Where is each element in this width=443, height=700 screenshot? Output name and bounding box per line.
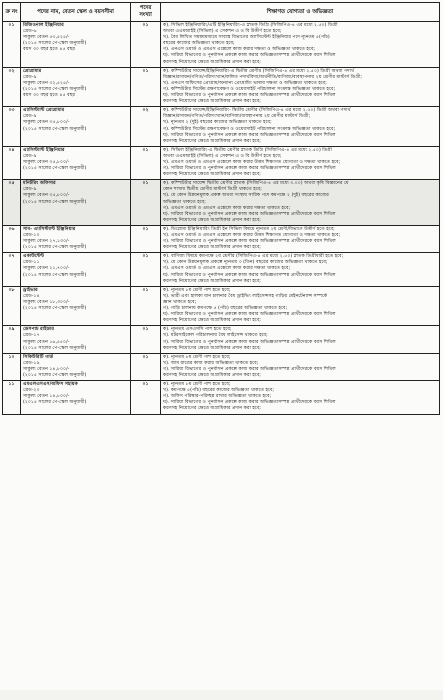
position-title: এমএলএসএস/অফিস সহায়ক xyxy=(23,382,78,388)
position-cell xyxy=(21,353,131,380)
requirement-line: খ). কমপক্ষে ৫(পাঁচ) বছরের কাজের অভিজ্ঞতা থাকতে হবে; xyxy=(163,388,274,394)
row-serial: ০৫ xyxy=(3,180,21,226)
requirement-line: খ). জাম রাত্রের কাজ করার অভিজ্ঞতা থাকতে হবে; xyxy=(163,360,259,366)
requirements-cell xyxy=(161,107,440,147)
requirement-line: ক). কম্পিউটার সায়েন্স দ্বিতীয় শ্রেণীর স্নাতক (সিজিপিএ-৪ এর মধ্যে ৩.০০) অথবা কৃষি বিজ্ঞানের যে xyxy=(163,181,349,187)
requirement-line: গ). সারিয়া বিভাগের ও পুনর্বাসন প্রকল্পে কাজ করার অভিজ্ঞতাসম্পন্ন প্রার্থীদেরকে বয়স শিথিল xyxy=(163,339,336,345)
table-row xyxy=(3,353,440,380)
requirement-line: বছরের কাজের অভিজ্ঞতা থাকতে হবে; xyxy=(163,41,235,47)
requirement-line: ক). কম্পিউটার সায়েন্স/ইঞ্জিনিয়ারিং- দ্বিতীয় শ্রেণীর (সিজিপিএ-৪ এর মধ্যে ২.৫০) ডিগ্রী অথবা পদার্থ xyxy=(163,108,351,114)
table-row xyxy=(3,67,440,107)
position-detail: সাকুল্য বেতন ২৭,১৩০/- xyxy=(23,239,70,245)
requirement-line: খ). মটরসাইকেল পরিচালনায় বৈধ লাইসেন্স থাকতে হবে; xyxy=(163,333,268,339)
position-title: সাব- এ্যাসিস্ট্যান্ট ইঞ্জিনিয়ার xyxy=(23,226,76,232)
table-row xyxy=(3,146,440,179)
position-detail: সাকুল্য বেতন ১৮,৩০০/- xyxy=(23,299,70,305)
requirement-line: করণসহ নিয়োগের ক্ষেত্রে অগ্রাধিকার প্রদান করা হবে; xyxy=(163,172,261,178)
position-detail: (২০১৫ সালের পে-স্কেল অনুযায়ী) xyxy=(23,199,87,205)
post-count: ০২ xyxy=(131,107,161,147)
requirement-line: গ). এমএস ওয়ার্ড ও এমএস এক্সেলে কাজ করার দক্ষতা থাকতে হবে; xyxy=(163,205,291,211)
row-serial: ০৯ xyxy=(3,326,21,353)
position-detail: (২০১৫ সালের পে-স্কেল অনুযায়ী) xyxy=(23,345,87,351)
position-cell xyxy=(21,67,131,107)
requirement-line: করণসহ নিয়োগের ক্ষেত্রে অগ্রাধিকার প্রদান করা হবে; xyxy=(163,278,261,284)
position-title: সিকিউরিটি গার্ড xyxy=(23,354,54,360)
requirement-line: ক). ন্যূনতম ৮ম শ্রেণী পাশ হতে হবে; xyxy=(163,287,231,293)
requirements-cell xyxy=(161,67,440,107)
header-count: পদের সংখ্যা xyxy=(131,3,161,22)
requirement-line: ঘ). সারিয়া বিভাগের ও পুনর্বাসন প্রকল্পে কাজ করার অভিজ্ঞতাসম্পন্ন প্রার্থীদেরকে বয়স শিথিল xyxy=(163,93,336,99)
row-serial: ০৬ xyxy=(3,225,21,252)
row-serial: ০৩ xyxy=(3,107,21,147)
position-title: একাউন্টেন্ট xyxy=(23,254,45,260)
requirements-cell xyxy=(161,146,440,179)
requirement-line: ক). ন্যূনতম ৮ম শ্রেণী পাশ হতে হবে; xyxy=(163,382,231,388)
requirement-line: ক). সিভিল ইঞ্জিনিয়ারিং/এটি ইঞ্জিনিয়ারিং-এ স্নাতক ডিগ্রি (সিজিপিএ-৪ এর মধ্যে ২.৫০) ডিগ্রী xyxy=(163,23,338,28)
table-row xyxy=(3,180,440,226)
position-detail: (২০১৫ সালের পে-স্কেল অনুযায়ী) xyxy=(23,166,87,172)
post-count: ০১ xyxy=(131,253,161,286)
requirement-line: করণসহ নিয়োগের ক্ষেত্রে অগ্রাধিকার প্রদান করা হবে; xyxy=(163,345,261,351)
requirement-line: গ). অফিস পরিষ্কার-পরিচ্ছন্ন রাখার অভিজ্ঞতা থাকতে হবে; xyxy=(163,394,272,400)
position-detail: (২০১৫ সালের পে-স্কেল অনুযায়ী) xyxy=(23,86,87,92)
requirements-cell xyxy=(161,22,440,68)
position-detail: সাকুল্য বেতন ২১,৭০০/- xyxy=(23,266,70,272)
requirement-line: ক). বাণিজ্য বিষয়ে কমপক্ষে ২য় শ্রেণীর (সিজিপিএ-৪ এর মধ্যে ২.৫০) স্নাতক ডিগ্রীধারী হতে হবে; xyxy=(163,254,344,260)
post-count: ০১ xyxy=(131,22,161,68)
position-detail: সাকুল্য বেতন ৩৫,৮০০/- xyxy=(23,193,70,199)
requirement-line: ঘ). সারিয়া বিভাগের ও পুনর্বাসন প্রকল্পে কাজ করার অভিজ্ঞতাসম্পন্ন প্রার্থীদেরকে বয়স শিথিল xyxy=(163,211,336,217)
table-row xyxy=(3,107,440,147)
position-detail: গ্রেড-৯ xyxy=(23,74,37,80)
position-detail: সাকুল্য বেতন ৫৩,৫২৫/- xyxy=(23,35,70,41)
table-row xyxy=(3,225,440,252)
post-count: ০১ xyxy=(131,326,161,353)
post-count: ০১ xyxy=(131,146,161,179)
table-body xyxy=(3,22,440,415)
requirement-line: খ). এমএস ওয়ার্ড ও এমএস এক্সেলে কাজ করার উত্তম শিক্ষাগত যোগ্যতা ও দক্ষতা থাকতে হবে; xyxy=(163,159,341,165)
requirements-cell xyxy=(161,381,440,414)
position-detail: (২০১৫ সালের পে-স্কেল অনুযায়ী) xyxy=(23,306,87,312)
position-cell xyxy=(21,225,131,252)
position-title: এ্যাসিস্ট্যান্ট ইঞ্জিনিয়ার xyxy=(23,147,65,153)
requirement-line: গ). এমএস ওয়ার্ড ও এমএস এক্সেলে কাজ করার দক্ষতা থাকতে হবে; xyxy=(163,266,291,272)
requirement-line: করণসহ নিয়োগের ক্ষেত্রে অগ্রাধিকার প্রদান করা হবে; xyxy=(163,318,261,324)
requirements-cell xyxy=(161,353,440,380)
table-header-row xyxy=(3,3,440,22)
position-title: রিজিওনাল ইঞ্জিনিয়ার xyxy=(23,23,64,28)
requirement-line: করণসহ নিয়োগের ক্ষেত্রে অগ্রাধিকার প্রদান করা হবে; xyxy=(163,217,261,223)
position-detail: গ্রেড-৯ xyxy=(23,187,37,193)
requirement-line: গ). সারিয়া বিভাগের ও পুনর্বাসন প্রকল্পে কাজ করার অভিজ্ঞতাসম্পন্ন প্রার্থীদেরকে বয়স শিথিল xyxy=(163,166,336,172)
requirement-line: করণসহ নিয়োগের ক্ষেত্রে অগ্রাধিকার প্রদান করা হবে; xyxy=(163,245,261,251)
position-cell xyxy=(21,326,131,353)
row-serial: ০২ xyxy=(3,67,21,107)
position-detail: গ্রেড-১৪ xyxy=(23,293,40,299)
requirement-line: খ). যে কোন উন্নয়নমূলক প্রকল্পে ন্যূনতম ৩ (তিন) বছরের কাজের অভিজ্ঞতা থাকতে হবে; xyxy=(163,260,328,266)
position-detail: (২০১৫ সালের পে-স্কেল অনুযায়ী) xyxy=(23,272,87,278)
requirement-line: করণসহ নিয়োগের ক্ষেত্রে অগ্রাধিকার প্রদান করা হবে; xyxy=(163,138,261,144)
position-detail: গ্রেড-৯ xyxy=(23,114,37,120)
requirement-line: ঘ). সারিয়া বিভাগের ও পুনর্বাসন প্রকল্পে কাজ করার অভিজ্ঞতাসম্পন্ন প্রার্থীদেরকে বয়স শিথিল xyxy=(163,272,336,278)
position-detail: সাকুল্য বেতন ৩৫,৮০০/- xyxy=(23,120,70,126)
position-detail: (২০১৫ সালের পে-স্কেল অনুযায়ী) xyxy=(23,372,87,378)
requirement-line: কোন শাখায় দ্বিতীয় শ্রেণীর মাস্টার্স ডিগ্রী থাকতে হবে; xyxy=(163,187,262,193)
position-title: প্রোগ্রামার xyxy=(23,68,42,74)
requirement-line: খ). ন্যূনতম ২ (দুই) বছরের কাজের অভিজ্ঞতা থাকতে হবে; xyxy=(163,120,272,126)
requirement-line: খ). এমএস ওয়ার্ড ও এমএস এক্সেলে কাজ করার উত্তম শিক্ষাগত যোগ্যতা ও দক্ষতা থাকতে হবে; xyxy=(163,233,341,238)
row-serial: ০৭ xyxy=(3,253,21,286)
table-row xyxy=(3,22,440,68)
requirement-line: করণসহ নিয়োগের ক্ষেত্রে অগ্রাধিকার প্রদান করা হবে; xyxy=(163,99,261,105)
post-count: ০১ xyxy=(131,286,161,326)
requirement-line: অথবা এএমআইই (সিভিল) এ সেকশন এ ও বি উত্তীর্ণ হতে হবে; xyxy=(163,29,282,35)
requirement-line: অথবা এএমআইই (সিভিল) এ সেকশন এ ও বি উত্তীর্ণ হতে হবে; xyxy=(163,153,282,159)
requirement-line: গ). এনএস ওয়ার্ড ও এমএস এক্সেলে কাজ করার দক্ষতা ও অভিজ্ঞতা থাকতে হবে; xyxy=(163,47,315,53)
requirement-line: খ). যে কোন উন্নয়নমূলক প্রকল্প অথবা সংস্থায় সারিক পদে কমপক্ষে ২ (দুই) বছরের কাজের xyxy=(163,193,329,199)
requirement-line: বিজ্ঞান/রসায়ন/গণিত/পরিসংখ্যান/বাণিজ্য/ব্যবস্থাপনায় ২য় শ্রেণীর মাস্টার্স ডিগ্রী; xyxy=(163,114,311,120)
requirement-line: জ্ঞান থাকতে হবে; xyxy=(163,299,197,305)
job-requirements-table xyxy=(2,2,440,415)
position-detail: সাকুল্য বেতন ১৪,৮০০/- xyxy=(23,366,70,372)
position-detail: গ্রেড-৬ xyxy=(23,29,37,35)
position-detail: গ্রেড-৯ xyxy=(23,153,37,159)
table-row xyxy=(3,326,440,353)
position-detail: বয়স ৩০ বছর হতে ৪৫ বছর xyxy=(23,93,76,99)
requirement-line: ক). ন্যূনতম ৮ম শ্রেণী পাশ হতে হবে; xyxy=(163,354,231,360)
position-detail: সাকুল্য বেতন ৩৫,৮০০/- xyxy=(23,159,70,165)
position-detail: সাকুল্য বেতন ১৪,৮০০/- xyxy=(23,394,70,400)
requirement-line: গ). গাড়ি চালনায় কমপক্ষে ৫ (পাঁচ) বছরের অভিজ্ঞতা থাকতে হবে; xyxy=(163,306,288,312)
position-detail: (২০১৫ সালের পে-স্কেল অনুযায়ী) xyxy=(23,41,87,47)
position-detail: গ্রেড-১১ xyxy=(23,260,40,266)
position-detail: গ্রেড-১৯ xyxy=(23,360,40,366)
position-title: এ্যাসিস্ট্যান্ট প্রোগ্রামার xyxy=(23,108,65,114)
position-detail: গ্রেড-২০ xyxy=(23,388,40,394)
position-cell xyxy=(21,180,131,226)
table-row xyxy=(3,286,440,326)
position-detail: গ্রেড-১০ xyxy=(23,233,40,238)
requirement-line: অভিজ্ঞতা থাকতে হবে; xyxy=(163,199,206,205)
position-cell xyxy=(21,107,131,147)
row-serial: ০৮ xyxy=(3,286,21,326)
position-cell xyxy=(21,22,131,68)
header-serial: ক্র নং xyxy=(3,3,21,22)
requirement-line: বিজ্ঞান/রসায়ন/গণিত/পরিসংখ্যান/ফলিত পদার্থবিদ্যা/অর্থনীতি/বাণিজ্য/ব্যবস্থাপনায় ২য় শ্রেণীর মাস্টার্স ডিগ্রী; xyxy=(163,74,362,80)
requirement-line: ঘ). সারিয়া বিভাগের ও পুনর্বাসন প্রকল্পে কাজ করার অভিজ্ঞতাসম্পন্ন প্রার্থীদেরকে বয়স শিথিল xyxy=(163,53,336,59)
requirement-line: খ). ভারী এবং হালকা যান চালনার বৈধ ড্রাইভিং লাইসেন্সসহ গাড়ির মেইনটেন্যান্স সম্পর্কে xyxy=(163,293,328,299)
position-detail: বয়স ৩০ বছর হতে ৪৫ বছর xyxy=(23,47,76,53)
requirement-line: গ). কম্পিউটার সিস্টেম রক্ষণাবেক্ষণ ও ওয়েবসাইট পরিচালনা সংক্রান্ত অভিজ্ঞতা থাকতে হবে; xyxy=(163,86,336,92)
table-row xyxy=(3,381,440,414)
requirement-line: গ). সারিয়া বিভাগের ও পুনর্বাসন প্রকল্পে কাজ করার অভিজ্ঞতাসম্পন্ন প্রার্থীদেরকে বয়স শিথিল xyxy=(163,366,336,372)
post-count: ০১ xyxy=(131,180,161,226)
requirement-line: করণসহ নিয়োগের ক্ষেত্রে অগ্রাধিকার প্রদান করা হবে; xyxy=(163,372,261,378)
header-position: পদের নাম, বেতন স্কেল ও বয়সসীমা xyxy=(21,3,131,22)
requirement-line: খ). এনএস অফিসের প্রোগ্রাম/অন্যান্য প্রোগ্রামিং ভাষায় দক্ষতা ও অভিজ্ঞতা থাকতে হবে; xyxy=(163,80,327,86)
position-detail: সাকুল্য বেতন ৩২,৫২৫/- xyxy=(23,80,70,86)
position-cell xyxy=(21,253,131,286)
position-title: ড্রাইভার xyxy=(23,287,38,293)
row-serial: ০৪ xyxy=(3,146,21,179)
row-serial: ১০ xyxy=(3,353,21,380)
requirement-line: ঘ). সারিয়া বিভাগের ও পুনর্বাসন প্রকল্পে কাজ করার অভিজ্ঞতাসম্পন্ন প্রার্থীদেরকে বয়স শিথিল xyxy=(163,312,336,318)
requirement-line: গ). কম্পিউটার সিস্টেম রক্ষণাবেক্ষণ ও ওয়েবসাইট পরিচালনা সংক্রান্ত অভিজ্ঞতা থাকতে হবে; xyxy=(163,126,336,132)
position-cell xyxy=(21,381,131,414)
requirements-cell xyxy=(161,286,440,326)
requirements-cell xyxy=(161,225,440,252)
requirement-line: ক). ডিপ্লোমা ইঞ্জিনিয়ারিং ডিগ্রী ইন সিভিল বিষয়ে ন্যূনতম ২য় শ্রেণী/বিভাগে উত্তীর্ণ হতে হবে; xyxy=(163,226,335,232)
requirement-line: ক). কম্পিউটার সায়েন্স/ইঞ্জিনিয়ারিং-এ দ্বিতীয় শ্রেণীর (সিজিপিএ-৪ এর মধ্যে ২.৫০) ডিগ্রী অথবা পদার্থ xyxy=(163,68,355,74)
row-serial: ১১ xyxy=(3,381,21,414)
post-count: ০১ xyxy=(131,353,161,380)
requirements-cell xyxy=(161,180,440,226)
requirement-line: করণসহ নিয়োগের ক্ষেত্রে অগ্রাধিকার প্রদান করা হবে; xyxy=(163,59,261,65)
position-cell xyxy=(21,146,131,179)
requirement-line: ক). ন্যূনতম এসএসসি পাশ হতে হবে; xyxy=(163,327,232,333)
position-title: ডেসপাচ রাইডার xyxy=(23,327,54,333)
position-detail: (২০১৫ সালের পে-স্কেল অনুযায়ী) xyxy=(23,126,87,132)
position-detail: সাকুল্য বেতন ১৬,৫৫০/- xyxy=(23,339,70,345)
position-detail: (২০১৫ সালের পে-স্কেল অনুযায়ী) xyxy=(23,400,87,406)
post-count: ০১ xyxy=(131,225,161,252)
position-cell xyxy=(21,286,131,326)
requirements-cell xyxy=(161,326,440,353)
header-requirements: শিক্ষাগত যোগ্যতা ও অভিজ্ঞতা xyxy=(161,3,440,22)
page-bottom-edge xyxy=(0,690,443,700)
requirement-line: খ). বৈধ লিখিত সমন্বয়মাধ্যমে সাব্যস্ত বিভাগের অ্যাসিস্টেন্ট ইঞ্জিনিয়ার পদে ন্যূনতম ৫(পাঁচ) xyxy=(163,35,330,41)
post-count: ০১ xyxy=(131,67,161,107)
requirement-line: ক). সিভিল ইঞ্জিনিয়ারিং-এ দ্বিতীয় শ্রেণীর স্নাতক ডিগ্রি (সিজিপিএ-৪ এর মধ্যে ২.৫০) ডিগ্রী xyxy=(163,147,332,153)
position-detail: (২০১৫ সালের পে-স্কেল অনুযায়ী) xyxy=(23,245,87,251)
requirement-line: করণসহ নিয়োগের ক্ষেত্রে অগ্রাধিকার প্রদান করা হবে; xyxy=(163,406,261,412)
table-row xyxy=(3,253,440,286)
row-serial: ০১ xyxy=(3,22,21,68)
post-count: ০১ xyxy=(131,381,161,414)
requirement-line: ঘ). সারিয়া বিভাগের ও পুনর্বাসন প্রকল্পে কাজ করার অভিজ্ঞতাসম্পন্ন প্রার্থীদেরকে বয়স শিথিল xyxy=(163,132,336,138)
position-title: মনিটরিং অফিসার xyxy=(23,181,56,187)
requirements-cell xyxy=(161,253,440,286)
position-detail: গ্রেড-১৭ xyxy=(23,333,40,339)
requirement-line: ঘ). সারিয়া বিভাগের ও পুনর্বাসন প্রকল্পে কাজ করার অভিজ্ঞতাসম্পন্ন প্রার্থীদেরকে বয়স শিথিল xyxy=(163,400,336,406)
requirement-line: গ). সারিয়া বিভাগের ও পুনর্বাসন প্রকল্পে কাজ করার অভিজ্ঞতাসম্পন্ন প্রার্থীদেরকে বয়স শিথিল xyxy=(163,239,336,245)
